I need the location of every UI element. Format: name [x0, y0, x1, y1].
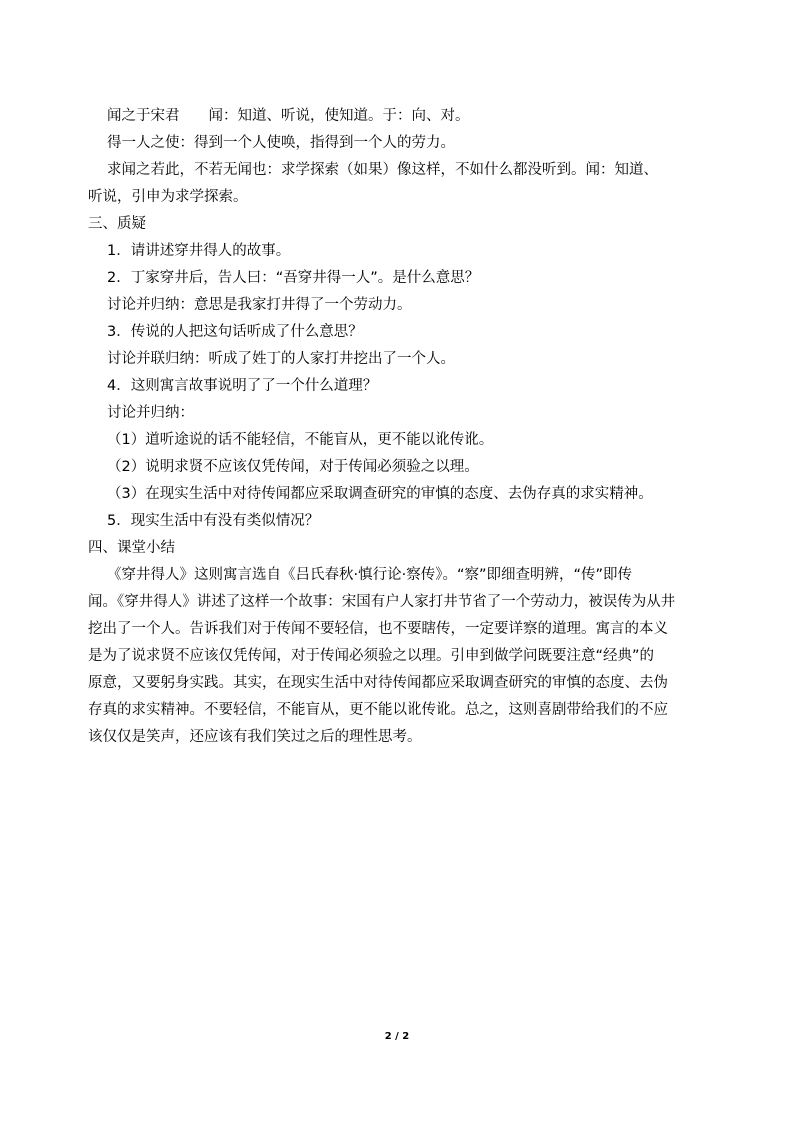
- page-number: 2 / 2: [384, 1031, 410, 1042]
- text-line: 讨论并归纳：意思是我家打井得了一个劳动力。: [107, 297, 412, 313]
- text-line: 得一人之使：得到一个人使唤，指得到一个人的劳力。: [107, 135, 455, 151]
- text-line: （2）说明求贤不应该仅凭传闻，对于传闻必须验之以理。: [107, 459, 479, 475]
- text-line: 该仅仅是笑声，还应该有我们笑过之后的理性思考。: [88, 729, 422, 745]
- text-line: 挖出了一个人。告诉我们对于传闻不要轻信，也不要瞎传，一定要详察的道理。寓言的本义: [88, 621, 668, 637]
- text-line: 原意，又要躬身实践。其实，在现实生活中对待传闻都应采取调查研究的审慎的态度、去伪: [88, 675, 668, 691]
- section-heading: 三、质疑: [88, 216, 146, 232]
- text-line: 讨论并归纳：: [107, 405, 194, 421]
- text-line: 求闻之若此，不若无闻也：求学探索（如果）像这样，不如什么都没听到。闻：知道、: [107, 162, 658, 178]
- text-line: 讨论并联归纳：听成了姓丁的人家打井挖出了一个人。: [107, 351, 455, 367]
- text-line: 存真的求实精神。不要轻信，不能盲从，更不能以讹传讹。总之，这则喜剧带给我们的不应: [88, 702, 668, 718]
- text-line: 3．传说的人把这句话听成了什么意思？: [107, 324, 363, 340]
- section-heading: 四、课堂小结: [88, 540, 175, 556]
- text-line: 闻之于宋君 闻：知道、听说，使知道。于：向、对。: [107, 108, 470, 124]
- text-line: 4．这则寓言故事说明了了一个什么道理？: [107, 378, 378, 394]
- document-body: [88, 103, 728, 751]
- text-line: （1）道听途说的话不能轻信，不能盲从，更不能以讹传讹。: [107, 432, 494, 448]
- text-line: 听说，引申为求学探索。: [88, 189, 248, 205]
- text-line: 是为了说求贤不应该仅凭传闻，对于传闻必须验之以理。引申到做学问既要注意“经典”的: [88, 648, 655, 664]
- text-line: （3）在现实生活中对待传闻都应采取调查研究的审慎的态度、去伪存真的求实精神。: [107, 486, 653, 502]
- text-line: 1．请讲述穿井得人的故事。: [107, 243, 291, 259]
- text-line: 《穿井得人》这则寓言选自《吕氏春秋·慎行论·察传》。“察”即细查明辨，“传”即传: [107, 567, 633, 583]
- text-line: 5．现实生活中有没有类似情况？: [107, 513, 320, 529]
- text-line: 闻。《穿井得人》讲述了这样一个故事：宋国有户人家打井节省了一个劳动力，被误传为从井: [88, 594, 676, 610]
- text-line: 2．丁家穿井后，告人曰：“吾穿井得一人”。是什么意思？: [107, 270, 480, 286]
